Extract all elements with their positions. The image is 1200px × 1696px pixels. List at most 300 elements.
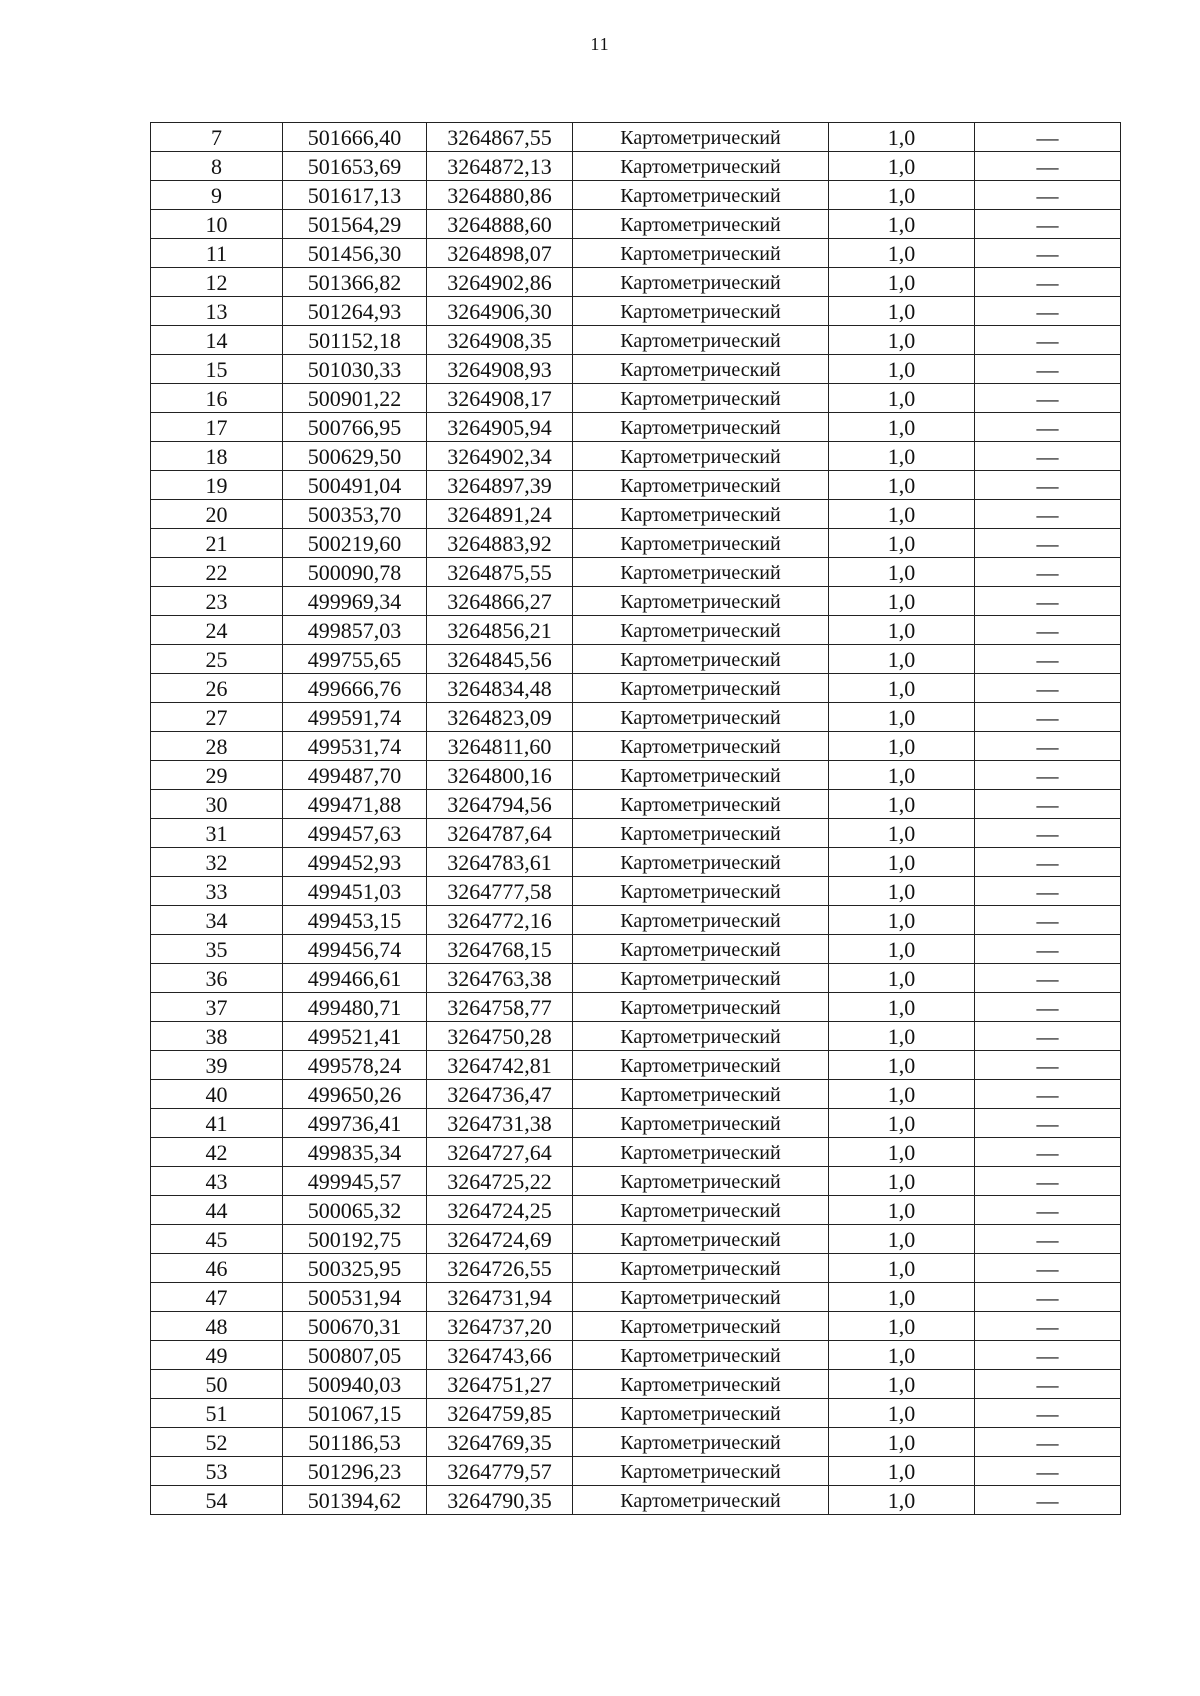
- y-coordinate-cell: 3264777,58: [427, 877, 573, 906]
- point-number-cell: 43: [151, 1167, 283, 1196]
- y-coordinate-cell: 3264908,35: [427, 326, 573, 355]
- method-cell: Картометрический: [573, 1109, 829, 1138]
- accuracy-cell: 1,0: [829, 1196, 975, 1225]
- y-coordinate-cell: 3264902,86: [427, 268, 573, 297]
- point-number-cell: 23: [151, 587, 283, 616]
- y-coordinate-cell: 3264724,69: [427, 1225, 573, 1254]
- description-cell: —: [975, 1138, 1121, 1167]
- method-cell: Картометрический: [573, 674, 829, 703]
- description-cell: —: [975, 413, 1121, 442]
- accuracy-cell: 1,0: [829, 1254, 975, 1283]
- point-number-cell: 25: [151, 645, 283, 674]
- point-number-cell: 11: [151, 239, 283, 268]
- point-number-cell: 49: [151, 1341, 283, 1370]
- accuracy-cell: 1,0: [829, 1370, 975, 1399]
- table-row: [151, 964, 1121, 993]
- y-coordinate-cell: 3264742,81: [427, 1051, 573, 1080]
- description-cell: —: [975, 1080, 1121, 1109]
- x-coordinate-cell: 501264,93: [283, 297, 427, 326]
- point-number-cell: 7: [151, 123, 283, 152]
- point-number-cell: 10: [151, 210, 283, 239]
- accuracy-cell: 1,0: [829, 1312, 975, 1341]
- accuracy-cell: 1,0: [829, 1080, 975, 1109]
- description-cell: —: [975, 355, 1121, 384]
- table-row: [151, 210, 1121, 239]
- method-cell: Картометрический: [573, 1138, 829, 1167]
- accuracy-cell: 1,0: [829, 297, 975, 326]
- table-row: [151, 935, 1121, 964]
- description-cell: —: [975, 558, 1121, 587]
- x-coordinate-cell: 500901,22: [283, 384, 427, 413]
- description-cell: —: [975, 181, 1121, 210]
- y-coordinate-cell: 3264888,60: [427, 210, 573, 239]
- method-cell: Картометрический: [573, 616, 829, 645]
- y-coordinate-cell: 3264737,20: [427, 1312, 573, 1341]
- description-cell: —: [975, 442, 1121, 471]
- point-number-cell: 31: [151, 819, 283, 848]
- description-cell: —: [975, 471, 1121, 500]
- accuracy-cell: 1,0: [829, 877, 975, 906]
- y-coordinate-cell: 3264772,16: [427, 906, 573, 935]
- x-coordinate-cell: 499945,57: [283, 1167, 427, 1196]
- point-number-cell: 22: [151, 558, 283, 587]
- point-number-cell: 39: [151, 1051, 283, 1080]
- method-cell: Картометрический: [573, 529, 829, 558]
- x-coordinate-cell: 499456,74: [283, 935, 427, 964]
- description-cell: —: [975, 1051, 1121, 1080]
- table-row: [151, 587, 1121, 616]
- accuracy-cell: 1,0: [829, 1167, 975, 1196]
- accuracy-cell: 1,0: [829, 1486, 975, 1515]
- y-coordinate-cell: 3264905,94: [427, 413, 573, 442]
- table-row: [151, 471, 1121, 500]
- x-coordinate-cell: 500065,32: [283, 1196, 427, 1225]
- description-cell: —: [975, 1428, 1121, 1457]
- y-coordinate-cell: 3264769,35: [427, 1428, 573, 1457]
- method-cell: Картометрический: [573, 326, 829, 355]
- description-cell: —: [975, 761, 1121, 790]
- description-cell: —: [975, 645, 1121, 674]
- description-cell: —: [975, 1370, 1121, 1399]
- y-coordinate-cell: 3264787,64: [427, 819, 573, 848]
- y-coordinate-cell: 3264800,16: [427, 761, 573, 790]
- x-coordinate-cell: 501653,69: [283, 152, 427, 181]
- point-number-cell: 52: [151, 1428, 283, 1457]
- description-cell: —: [975, 500, 1121, 529]
- method-cell: Картометрический: [573, 877, 829, 906]
- y-coordinate-cell: 3264908,17: [427, 384, 573, 413]
- point-number-cell: 54: [151, 1486, 283, 1515]
- x-coordinate-cell: 501030,33: [283, 355, 427, 384]
- x-coordinate-cell: 501186,53: [283, 1428, 427, 1457]
- accuracy-cell: 1,0: [829, 152, 975, 181]
- accuracy-cell: 1,0: [829, 384, 975, 413]
- accuracy-cell: 1,0: [829, 210, 975, 239]
- y-coordinate-cell: 3264898,07: [427, 239, 573, 268]
- table-row: [151, 239, 1121, 268]
- y-coordinate-cell: 3264731,38: [427, 1109, 573, 1138]
- point-number-cell: 37: [151, 993, 283, 1022]
- description-cell: —: [975, 1109, 1121, 1138]
- table-row: [151, 181, 1121, 210]
- y-coordinate-cell: 3264866,27: [427, 587, 573, 616]
- description-cell: —: [975, 1399, 1121, 1428]
- point-number-cell: 34: [151, 906, 283, 935]
- y-coordinate-cell: 3264727,64: [427, 1138, 573, 1167]
- x-coordinate-cell: 501617,13: [283, 181, 427, 210]
- method-cell: Картометрический: [573, 1399, 829, 1428]
- accuracy-cell: 1,0: [829, 1109, 975, 1138]
- method-cell: Картометрический: [573, 1225, 829, 1254]
- description-cell: —: [975, 1167, 1121, 1196]
- accuracy-cell: 1,0: [829, 500, 975, 529]
- point-number-cell: 47: [151, 1283, 283, 1312]
- point-number-cell: 24: [151, 616, 283, 645]
- y-coordinate-cell: 3264790,35: [427, 1486, 573, 1515]
- accuracy-cell: 1,0: [829, 181, 975, 210]
- method-cell: Картометрический: [573, 587, 829, 616]
- method-cell: Картометрический: [573, 993, 829, 1022]
- y-coordinate-cell: 3264731,94: [427, 1283, 573, 1312]
- table-row: [151, 1428, 1121, 1457]
- method-cell: Картометрический: [573, 819, 829, 848]
- accuracy-cell: 1,0: [829, 906, 975, 935]
- x-coordinate-cell: 499835,34: [283, 1138, 427, 1167]
- x-coordinate-cell: 499578,24: [283, 1051, 427, 1080]
- x-coordinate-cell: 501564,29: [283, 210, 427, 239]
- description-cell: —: [975, 587, 1121, 616]
- coordinates-table-body: [151, 123, 1121, 1515]
- y-coordinate-cell: 3264880,86: [427, 181, 573, 210]
- point-number-cell: 33: [151, 877, 283, 906]
- x-coordinate-cell: 500940,03: [283, 1370, 427, 1399]
- x-coordinate-cell: 500353,70: [283, 500, 427, 529]
- table-row: [151, 1109, 1121, 1138]
- y-coordinate-cell: 3264763,38: [427, 964, 573, 993]
- y-coordinate-cell: 3264768,15: [427, 935, 573, 964]
- method-cell: Картометрический: [573, 239, 829, 268]
- y-coordinate-cell: 3264811,60: [427, 732, 573, 761]
- accuracy-cell: 1,0: [829, 587, 975, 616]
- y-coordinate-cell: 3264724,25: [427, 1196, 573, 1225]
- description-cell: —: [975, 1457, 1121, 1486]
- point-number-cell: 26: [151, 674, 283, 703]
- point-number-cell: 48: [151, 1312, 283, 1341]
- accuracy-cell: 1,0: [829, 732, 975, 761]
- description-cell: —: [975, 906, 1121, 935]
- method-cell: Картометрический: [573, 1022, 829, 1051]
- table-row: [151, 558, 1121, 587]
- y-coordinate-cell: 3264856,21: [427, 616, 573, 645]
- table-row: [151, 616, 1121, 645]
- y-coordinate-cell: 3264906,30: [427, 297, 573, 326]
- table-row: [151, 297, 1121, 326]
- point-number-cell: 17: [151, 413, 283, 442]
- x-coordinate-cell: 500325,95: [283, 1254, 427, 1283]
- x-coordinate-cell: 500219,60: [283, 529, 427, 558]
- description-cell: —: [975, 529, 1121, 558]
- method-cell: Картометрический: [573, 123, 829, 152]
- x-coordinate-cell: 499457,63: [283, 819, 427, 848]
- accuracy-cell: 1,0: [829, 935, 975, 964]
- point-number-cell: 41: [151, 1109, 283, 1138]
- accuracy-cell: 1,0: [829, 790, 975, 819]
- point-number-cell: 42: [151, 1138, 283, 1167]
- y-coordinate-cell: 3264794,56: [427, 790, 573, 819]
- accuracy-cell: 1,0: [829, 1283, 975, 1312]
- x-coordinate-cell: 500629,50: [283, 442, 427, 471]
- point-number-cell: 16: [151, 384, 283, 413]
- accuracy-cell: 1,0: [829, 558, 975, 587]
- description-cell: —: [975, 964, 1121, 993]
- accuracy-cell: 1,0: [829, 1051, 975, 1080]
- description-cell: —: [975, 1341, 1121, 1370]
- page-number: 11: [590, 34, 610, 54]
- description-cell: —: [975, 877, 1121, 906]
- x-coordinate-cell: 499857,03: [283, 616, 427, 645]
- description-cell: —: [975, 1225, 1121, 1254]
- point-number-cell: 8: [151, 152, 283, 181]
- point-number-cell: 29: [151, 761, 283, 790]
- description-cell: —: [975, 1254, 1121, 1283]
- x-coordinate-cell: 499736,41: [283, 1109, 427, 1138]
- x-coordinate-cell: 501366,82: [283, 268, 427, 297]
- y-coordinate-cell: 3264759,85: [427, 1399, 573, 1428]
- point-number-cell: 13: [151, 297, 283, 326]
- table-row: [151, 1225, 1121, 1254]
- method-cell: Картометрический: [573, 181, 829, 210]
- table-row: [151, 877, 1121, 906]
- method-cell: Картометрический: [573, 558, 829, 587]
- table-row: [151, 1080, 1121, 1109]
- table-row: [151, 268, 1121, 297]
- description-cell: —: [975, 993, 1121, 1022]
- accuracy-cell: 1,0: [829, 761, 975, 790]
- method-cell: Картометрический: [573, 1428, 829, 1457]
- accuracy-cell: 1,0: [829, 1225, 975, 1254]
- accuracy-cell: 1,0: [829, 123, 975, 152]
- table-row: [151, 1022, 1121, 1051]
- point-number-cell: 15: [151, 355, 283, 384]
- x-coordinate-cell: 499451,03: [283, 877, 427, 906]
- accuracy-cell: 1,0: [829, 819, 975, 848]
- x-coordinate-cell: 499521,41: [283, 1022, 427, 1051]
- method-cell: Картометрический: [573, 471, 829, 500]
- accuracy-cell: 1,0: [829, 703, 975, 732]
- x-coordinate-cell: 501152,18: [283, 326, 427, 355]
- table-row: [151, 123, 1121, 152]
- table-row: [151, 1283, 1121, 1312]
- description-cell: —: [975, 674, 1121, 703]
- point-number-cell: 45: [151, 1225, 283, 1254]
- method-cell: Картометрический: [573, 152, 829, 181]
- method-cell: Картометрический: [573, 500, 829, 529]
- method-cell: Картометрический: [573, 1080, 829, 1109]
- table-row: [151, 703, 1121, 732]
- y-coordinate-cell: 3264758,77: [427, 993, 573, 1022]
- y-coordinate-cell: 3264902,34: [427, 442, 573, 471]
- table-row: [151, 500, 1121, 529]
- point-number-cell: 36: [151, 964, 283, 993]
- description-cell: —: [975, 152, 1121, 181]
- table-row: [151, 326, 1121, 355]
- description-cell: —: [975, 616, 1121, 645]
- y-coordinate-cell: 3264834,48: [427, 674, 573, 703]
- description-cell: —: [975, 848, 1121, 877]
- method-cell: Картометрический: [573, 964, 829, 993]
- y-coordinate-cell: 3264743,66: [427, 1341, 573, 1370]
- table-row: [151, 1341, 1121, 1370]
- point-number-cell: 35: [151, 935, 283, 964]
- table-row: [151, 1051, 1121, 1080]
- accuracy-cell: 1,0: [829, 442, 975, 471]
- accuracy-cell: 1,0: [829, 326, 975, 355]
- method-cell: Картометрический: [573, 1457, 829, 1486]
- accuracy-cell: 1,0: [829, 645, 975, 674]
- table-row: [151, 645, 1121, 674]
- table-row: [151, 1399, 1121, 1428]
- description-cell: —: [975, 384, 1121, 413]
- description-cell: —: [975, 1312, 1121, 1341]
- x-coordinate-cell: 499487,70: [283, 761, 427, 790]
- method-cell: Картометрический: [573, 355, 829, 384]
- y-coordinate-cell: 3264908,93: [427, 355, 573, 384]
- point-number-cell: 12: [151, 268, 283, 297]
- x-coordinate-cell: 499666,76: [283, 674, 427, 703]
- accuracy-cell: 1,0: [829, 848, 975, 877]
- x-coordinate-cell: 500531,94: [283, 1283, 427, 1312]
- x-coordinate-cell: 501296,23: [283, 1457, 427, 1486]
- x-coordinate-cell: 500192,75: [283, 1225, 427, 1254]
- method-cell: Картометрический: [573, 645, 829, 674]
- y-coordinate-cell: 3264845,56: [427, 645, 573, 674]
- x-coordinate-cell: 499591,74: [283, 703, 427, 732]
- accuracy-cell: 1,0: [829, 239, 975, 268]
- x-coordinate-cell: 501394,62: [283, 1486, 427, 1515]
- x-coordinate-cell: 501666,40: [283, 123, 427, 152]
- table-row: [151, 442, 1121, 471]
- method-cell: Картометрический: [573, 1341, 829, 1370]
- point-number-cell: 40: [151, 1080, 283, 1109]
- table-row: [151, 906, 1121, 935]
- table-row: [151, 1370, 1121, 1399]
- method-cell: Картометрический: [573, 1051, 829, 1080]
- method-cell: Картометрический: [573, 1254, 829, 1283]
- method-cell: Картометрический: [573, 1486, 829, 1515]
- accuracy-cell: 1,0: [829, 413, 975, 442]
- point-number-cell: 30: [151, 790, 283, 819]
- point-number-cell: 19: [151, 471, 283, 500]
- y-coordinate-cell: 3264872,13: [427, 152, 573, 181]
- y-coordinate-cell: 3264823,09: [427, 703, 573, 732]
- x-coordinate-cell: 501067,15: [283, 1399, 427, 1428]
- y-coordinate-cell: 3264867,55: [427, 123, 573, 152]
- point-number-cell: 18: [151, 442, 283, 471]
- x-coordinate-cell: 500670,31: [283, 1312, 427, 1341]
- accuracy-cell: 1,0: [829, 268, 975, 297]
- accuracy-cell: 1,0: [829, 355, 975, 384]
- description-cell: —: [975, 1022, 1121, 1051]
- table-row: [151, 1457, 1121, 1486]
- accuracy-cell: 1,0: [829, 993, 975, 1022]
- x-coordinate-cell: 500807,05: [283, 1341, 427, 1370]
- description-cell: —: [975, 1283, 1121, 1312]
- table-row: [151, 848, 1121, 877]
- accuracy-cell: 1,0: [829, 1022, 975, 1051]
- description-cell: —: [975, 1196, 1121, 1225]
- point-number-cell: 51: [151, 1399, 283, 1428]
- x-coordinate-cell: 500090,78: [283, 558, 427, 587]
- description-cell: —: [975, 297, 1121, 326]
- accuracy-cell: 1,0: [829, 674, 975, 703]
- x-coordinate-cell: 499531,74: [283, 732, 427, 761]
- y-coordinate-cell: 3264750,28: [427, 1022, 573, 1051]
- point-number-cell: 53: [151, 1457, 283, 1486]
- description-cell: —: [975, 326, 1121, 355]
- accuracy-cell: 1,0: [829, 616, 975, 645]
- y-coordinate-cell: 3264883,92: [427, 529, 573, 558]
- point-number-cell: 50: [151, 1370, 283, 1399]
- accuracy-cell: 1,0: [829, 1138, 975, 1167]
- y-coordinate-cell: 3264736,47: [427, 1080, 573, 1109]
- method-cell: Картометрический: [573, 761, 829, 790]
- coordinates-table: [150, 122, 1121, 1515]
- y-coordinate-cell: 3264897,39: [427, 471, 573, 500]
- accuracy-cell: 1,0: [829, 1399, 975, 1428]
- x-coordinate-cell: 499969,34: [283, 587, 427, 616]
- method-cell: Картометрический: [573, 1370, 829, 1399]
- point-number-cell: 20: [151, 500, 283, 529]
- x-coordinate-cell: 500491,04: [283, 471, 427, 500]
- description-cell: —: [975, 210, 1121, 239]
- method-cell: Картометрический: [573, 413, 829, 442]
- description-cell: —: [975, 935, 1121, 964]
- y-coordinate-cell: 3264891,24: [427, 500, 573, 529]
- point-number-cell: 46: [151, 1254, 283, 1283]
- accuracy-cell: 1,0: [829, 471, 975, 500]
- method-cell: Картометрический: [573, 210, 829, 239]
- method-cell: Картометрический: [573, 297, 829, 326]
- point-number-cell: 14: [151, 326, 283, 355]
- y-coordinate-cell: 3264875,55: [427, 558, 573, 587]
- accuracy-cell: 1,0: [829, 1457, 975, 1486]
- y-coordinate-cell: 3264725,22: [427, 1167, 573, 1196]
- method-cell: Картометрический: [573, 935, 829, 964]
- table-row: [151, 790, 1121, 819]
- table-row: [151, 732, 1121, 761]
- description-cell: —: [975, 239, 1121, 268]
- method-cell: Картометрический: [573, 790, 829, 819]
- x-coordinate-cell: 499471,88: [283, 790, 427, 819]
- x-coordinate-cell: 500766,95: [283, 413, 427, 442]
- table-row: [151, 1196, 1121, 1225]
- table-row: [151, 1486, 1121, 1515]
- x-coordinate-cell: 499466,61: [283, 964, 427, 993]
- x-coordinate-cell: 499650,26: [283, 1080, 427, 1109]
- table-row: [151, 1167, 1121, 1196]
- table-row: [151, 1254, 1121, 1283]
- point-number-cell: 28: [151, 732, 283, 761]
- x-coordinate-cell: 499453,15: [283, 906, 427, 935]
- table-row: [151, 413, 1121, 442]
- accuracy-cell: 1,0: [829, 964, 975, 993]
- table-row: [151, 529, 1121, 558]
- description-cell: —: [975, 790, 1121, 819]
- description-cell: —: [975, 123, 1121, 152]
- table-row: [151, 1312, 1121, 1341]
- table-row: [151, 761, 1121, 790]
- y-coordinate-cell: 3264779,57: [427, 1457, 573, 1486]
